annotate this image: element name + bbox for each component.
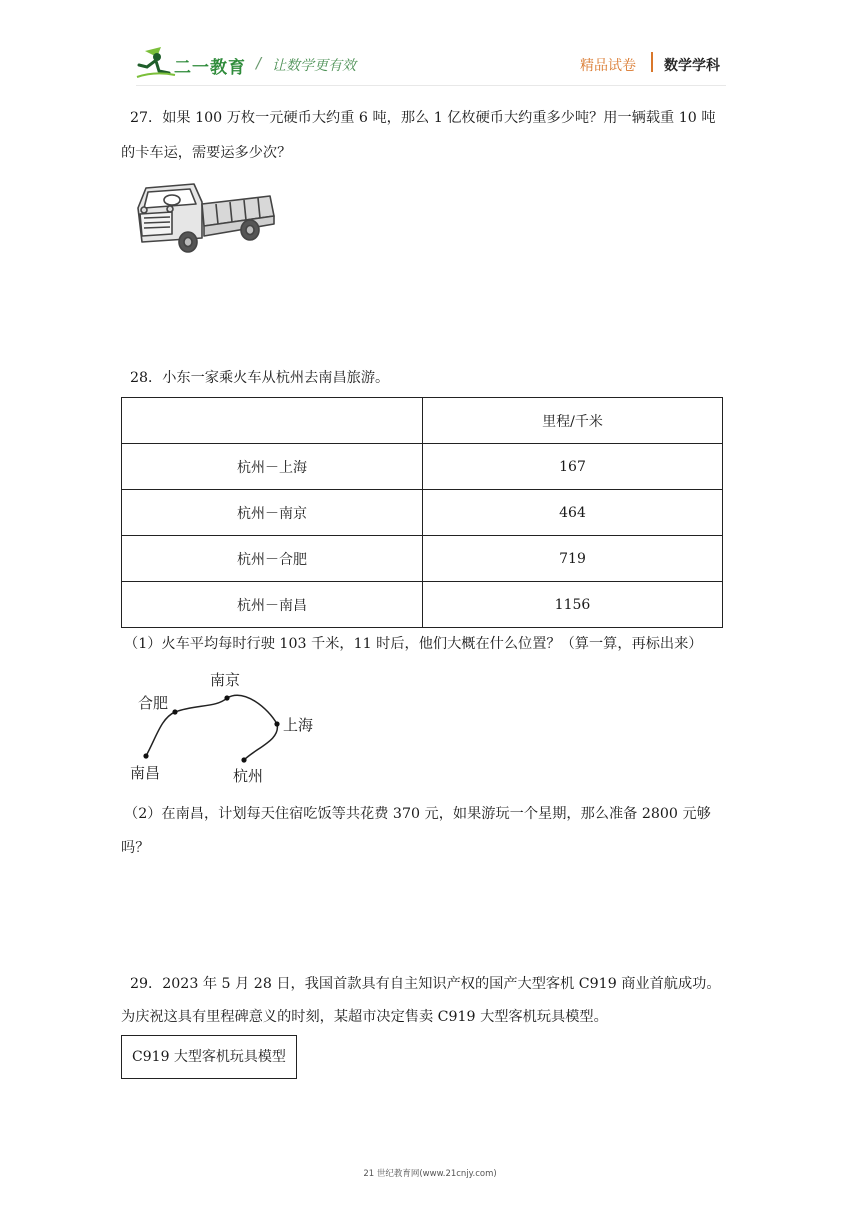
header-label: 精品试卷 — [580, 58, 636, 74]
truck-illustration — [132, 180, 276, 260]
slogan-separator: / — [256, 54, 262, 72]
table-header-row — [122, 398, 723, 444]
q29-line1: 29．2023 年 5 月 28 日，我国首款具有自主知识产权的国产大型客机 C919 商业首航成功。 — [130, 976, 721, 992]
q29-line2: 为庆祝这具有里程碑意义的时刻，某超市决定售卖 C919 大型客机玩具模型。 — [121, 1009, 608, 1025]
nanjing-label: 南京 — [210, 671, 241, 689]
table-row — [122, 444, 723, 490]
distance-cell: 464 — [423, 490, 723, 536]
distance-cell: 719 — [423, 536, 723, 582]
distance-cell: 1156 — [423, 582, 723, 628]
route-cell: 杭州－南京 — [122, 490, 423, 536]
q28-sub2-line1: （2）在南昌，计划每天住宿吃饭等共花费 370 元，如果游玩一个星期，那么准备 2800 元够 — [124, 806, 711, 822]
table-header-cell — [122, 398, 423, 444]
shanghai-label: 上海 — [283, 716, 314, 734]
distance-cell: 167 — [423, 444, 723, 490]
model-label-box: C919 大型客机玩具模型 — [121, 1035, 297, 1079]
distance-table — [121, 397, 723, 628]
hangzhou-label: 杭州 — [233, 767, 264, 785]
nanchang-point — [143, 753, 148, 758]
q27-line2: 的卡车运，需要运多少次？ — [121, 145, 292, 161]
nanchang-label: 南昌 — [130, 764, 161, 782]
slogan: 让数学更有效 — [272, 58, 356, 74]
page-header — [0, 0, 860, 90]
route-map — [126, 668, 326, 786]
q28-sub1: （1）火车平均每时行驶 103 千米，11 时后，他们大概在什么位置？（算一算，再标出来） — [124, 636, 703, 652]
hefei-label: 合肥 — [138, 694, 169, 712]
table-row — [122, 536, 723, 582]
page-footer: 21 世纪教育网(www.21cnjy.com) — [363, 1169, 497, 1179]
route-cell: 杭州－上海 — [122, 444, 423, 490]
runner-logo-icon — [135, 45, 177, 81]
header-divider — [651, 52, 653, 72]
header-subject: 数学学科 — [664, 58, 720, 74]
header-rule — [136, 85, 726, 86]
table-header-cell: 里程/千米 — [423, 398, 723, 444]
table-row — [122, 490, 723, 536]
q28-sub2-line2: 吗？ — [121, 840, 150, 856]
route-cell: 杭州－南昌 — [122, 582, 423, 628]
q27-line1: 27．如果 100 万枚一元硬币大约重 6 吨，那么 1 亿枚硬币大约重多少吨？用一辆载重 10 吨 — [130, 110, 716, 126]
hefei-point — [172, 709, 177, 714]
table-row — [122, 582, 723, 628]
nanjing-point — [224, 695, 229, 700]
hangzhou-point — [241, 757, 246, 762]
q28-intro: 28．小东一家乘火车从杭州去南昌旅游。 — [130, 370, 390, 386]
route-cell: 杭州－合肥 — [122, 536, 423, 582]
brand-name: 二一教育 — [174, 58, 246, 78]
shanghai-point — [274, 721, 279, 726]
